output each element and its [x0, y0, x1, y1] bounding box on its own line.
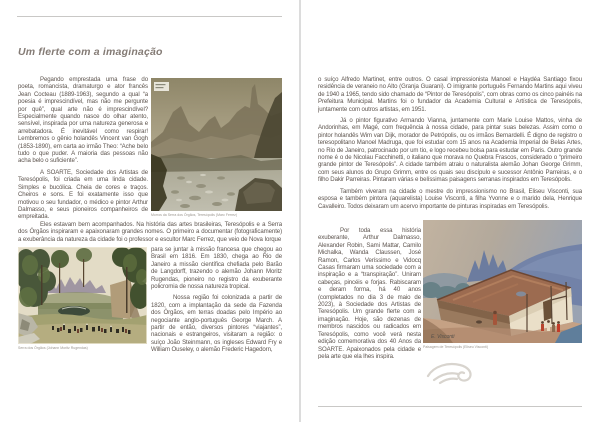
- right-column-text: [151, 246, 282, 358]
- rugendas-painting-figure: [18, 247, 147, 351]
- page-title: Um flerte com a imaginação: [18, 46, 163, 58]
- visconti-signature: E. Visconti: [431, 334, 455, 340]
- top-rule: [17, 16, 282, 17]
- flourish-ornament-icon: [424, 360, 476, 386]
- rugendas-painting-caption: Serra dos Órgãos (Johann Moritz Rugendas): [18, 346, 88, 350]
- paragraph: Pegando emprestada uma frase do poeta, romancista, dramaturgo e ator francês Jean Cocteau (1889-1963), segundo a qual “a poesia é imprescindível, mas não me pergunte por quê”, qual arte não é imprescindível? Especialmente quando nasce do olhar atento, sensível, inspirada por uma natureza generosa e arrebatadora. É inevitável como respirar! Lembremos o gênio holandês Vincent van Gogh (1853-1890), em carta ao irmão Theo: “Ache belo tudo o que puder. A maioria das pessoas não acha belo o suficiente”.: [18, 76, 148, 165]
- page-divider: [299, 0, 301, 422]
- page-right: [300, 0, 600, 422]
- left-column-text: [18, 76, 148, 222]
- full-width-text: [18, 221, 282, 247]
- paragraph: Por toda essa história exuberante, Arthur Dalmasso, Alexander Robin, Sami Mattar, Camilo Michalka, Wanda Claussen, José Ramon, Carlos Veríssimo e Vidocq Casas firmaram uma sociedade com a inspiração e a “transpiração”. Uniram cabeças, pincéis e forjas. Rabiscaram e deram forma, há 40 anos (completados no dia 3 de maio de 2023), à Sociedade dos Artistas de Teresópolis. Um grande flerte com a imaginação. Hoje, são dezenas de membros nascidos ou radicados em Teresópolis, como você verá nesta edição comemorativa dos 40 Anos da SOARTE. Apaixonados pela cidade e pela arte que ela lhes inspira.: [318, 227, 421, 359]
- paragraph: o suíço Alfredo Martinet, entre outros. O casal impressionista Manoel e Haydéa Santiago fixou residência de veraneio no Alto (Granja Guarani). O imigrante português Fernando Martins aqui viveu de 1940 a 1965, tendo sido chamado de “Pintor de Teresópolis”, com obras como os cinco painéis na Prefeitura Municipal. Martins foi o fundador da Academia Cultural e Artística de Teresópolis, juntamente com outros artistas, em 1951.: [318, 76, 582, 113]
- paragraph: Nossa região foi colonizada a partir de 1820, com a implantação da sede da Fazenda dos Órgãos, em terras doadas pelo Império ao negociante anglo-português George March. A partir de então, diversos pintores “viajantes”, nacionais e estrangeiros, visitaram a região: o suíço João Steinmann, os ingleses Edward Fry e William Ouseley, o alemão Frederic Hagedorn,: [151, 294, 282, 354]
- visconti-painting-figure: [423, 220, 582, 350]
- visconti-painting-caption: Paisagem de Teresópolis (Eliseu Visconti): [423, 345, 489, 349]
- left-column-text: [318, 227, 421, 359]
- paragraph: Eles estavam bem acompanhados. Na história das artes brasileiras, Teresópolis e a Serra dos Órgãos inspiraram e apaixonaram grandes nomes. O primeiro a documentar (fotograficamente) a exuberância da natureza da cidade foi o professor e escultor Marc Ferrez, que veio de Nova Iorque: [18, 221, 282, 243]
- visconti-painting-image: [423, 220, 582, 343]
- bottom-rule: [318, 406, 582, 407]
- paragraph: Já o pintor figurativo Armando Vianna, juntamente com Marie Louise Mattos, vinha de Andorinhas, em Magé, com frequência à nossa cidade, para pintar suas belezas. Assim como o pintor holandês Wim van Dijk, morador de Petrópolis, ou os irmãos Bernardelli. É digno de registro o teresopolitano Manoel Madruga, que foi estudar com 15 anos na Academia Imperial de Belas Artes, no Rio de Janeiro, patrocinado por um tio, e logo recebeu bolsa para estudar em Paris. Outro grande nome é o de Nicolau Facchinetti, o italiano que morava no Quebra Frascos, considerado o “primeiro grande pintor de Teresópolis”. A cidade também atraiu o naturalista alemão Johan George Grimm, com seus alunos do Grupo Grimm, entre os quais seu discípulo e sucessor Antônio Parreiras, e o filho Dakir Parreiras. Pintaram várias e belíssimas paisagens serranas inspirados em Teresópolis.: [318, 117, 582, 184]
- ferrez-photo-image: [151, 78, 282, 211]
- paragraph: A SOARTE, Sociedade dos Artistas de Teresópolis, foi criada em uma linda cidade. Simples e bucólica. Cheia de cores e traços. Cheiros e sons. E foi exatamente isso que motivou o seu fundador, o médico e pintor Arthur Dalmasso, e seus pioneiros companheiros de empreitada.: [18, 168, 148, 221]
- paragraph: para se juntar à missão francesa que chegou ao Brasil em 1816. Em 1830, chega ao Rio de Janeiro a missão científica chefiada pelo Barão de Langdorff, trazendo o alemão Johann Moritz Rugendas, pioneiro no registro da exuberante policromia de nossa natureza tropical.: [151, 246, 282, 291]
- ferrez-photo-caption: Morros da Serra dos Órgãos, Teresópolis (Marc Ferrez): [151, 213, 238, 217]
- paragraph: Também viveram na cidade o mestre do impressionismo no Brasil, Eliseu Visconti, sua esposa e também pintora (aquarelista) Louise Visconti, a filha Yvonne e o marido dela, Henrique Cavalleiro. Todos deixaram um acervo importante de pinturas inspiradas em Teresópolis.: [318, 187, 582, 210]
- ferrez-photo-figure: [151, 78, 282, 218]
- rugendas-painting-image: [18, 247, 147, 344]
- full-width-text: [318, 76, 582, 226]
